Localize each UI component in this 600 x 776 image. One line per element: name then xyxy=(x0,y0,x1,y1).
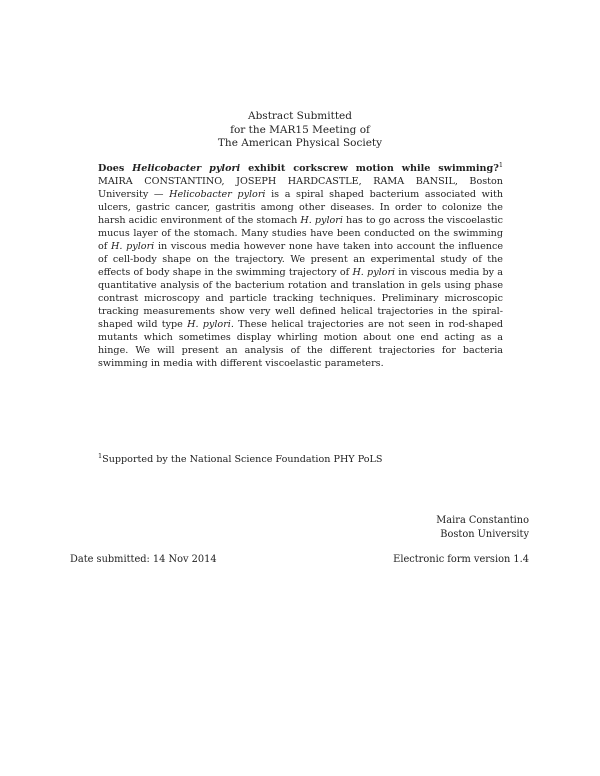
body-text: is a spiral shaped bacterium associated with ulcers, gastric cancer, gastritis among other diseases. In order to colonize the harsh acidic environment of the stomach xyxy=(98,189,503,226)
abstract-authors: MAIRA CONSTANTINO, JOSEPH HARDCASTLE, RAMA BANSIL, Boston University — xyxy=(98,176,503,200)
title-species: Helicobacter pylori xyxy=(132,163,241,174)
abstract-body xyxy=(98,189,503,369)
footnote-text: Supported by the National Science Foundation PHY PoLS xyxy=(102,454,383,465)
body-text: . These helical trajectories are not seen in rod-shaped mutants which sometimes display whirling motion about one end acting as a hinge. We will present an analysis of the different trajectories for bacteria swimming in media with different viscoelastic parameters. xyxy=(98,319,504,369)
abstract-paragraph xyxy=(98,162,503,370)
header-line-3: The American Physical Society xyxy=(217,137,383,149)
title-prefix: Does xyxy=(98,163,133,174)
species-name: H. pylori xyxy=(352,267,396,278)
footnote-marker: 1 xyxy=(498,160,503,169)
signature-name: Maira Constantino xyxy=(436,515,529,526)
body-text: has to go across the viscoelastic mucus layer of the stomach. Many studies have been conducted on the swimming of xyxy=(98,215,503,252)
species-name: Helicobacter pylori xyxy=(169,189,266,200)
footnote-number: 1 xyxy=(98,451,103,460)
abstract-title xyxy=(98,163,499,174)
header-line-2: for the MAR15 Meeting of xyxy=(230,123,370,136)
date-submitted: Date submitted: 14 Nov 2014 xyxy=(70,554,217,565)
species-name: H. pylori xyxy=(111,241,155,252)
species-name: H. pylori xyxy=(187,319,231,330)
body-text: in viscous media however none have taken into account the influence of cell-body shape on the trajectory. We present an experimental study of the effects of body shape in the swimming trajectory of xyxy=(98,241,503,278)
species-name: H. pylori xyxy=(300,215,343,226)
header-line-1: Abstract Submitted xyxy=(248,110,352,122)
footnote xyxy=(98,453,518,466)
body-text: in viscous media by a quantitative analysis of the bacterium rotation and translation in gels using phase contrast microscopy and particle tracking techniques. Preliminary microscopic tracking measurements show very well defined helical trajectories in the spiral-shaped wild type xyxy=(98,267,503,330)
title-suffix: exhibit corkscrew motion while swimming? xyxy=(240,163,499,174)
form-version: Electronic form version 1.4 xyxy=(393,554,529,565)
signature-block xyxy=(436,514,529,542)
submission-header xyxy=(0,110,600,151)
signature-affiliation: Boston University xyxy=(440,529,529,540)
